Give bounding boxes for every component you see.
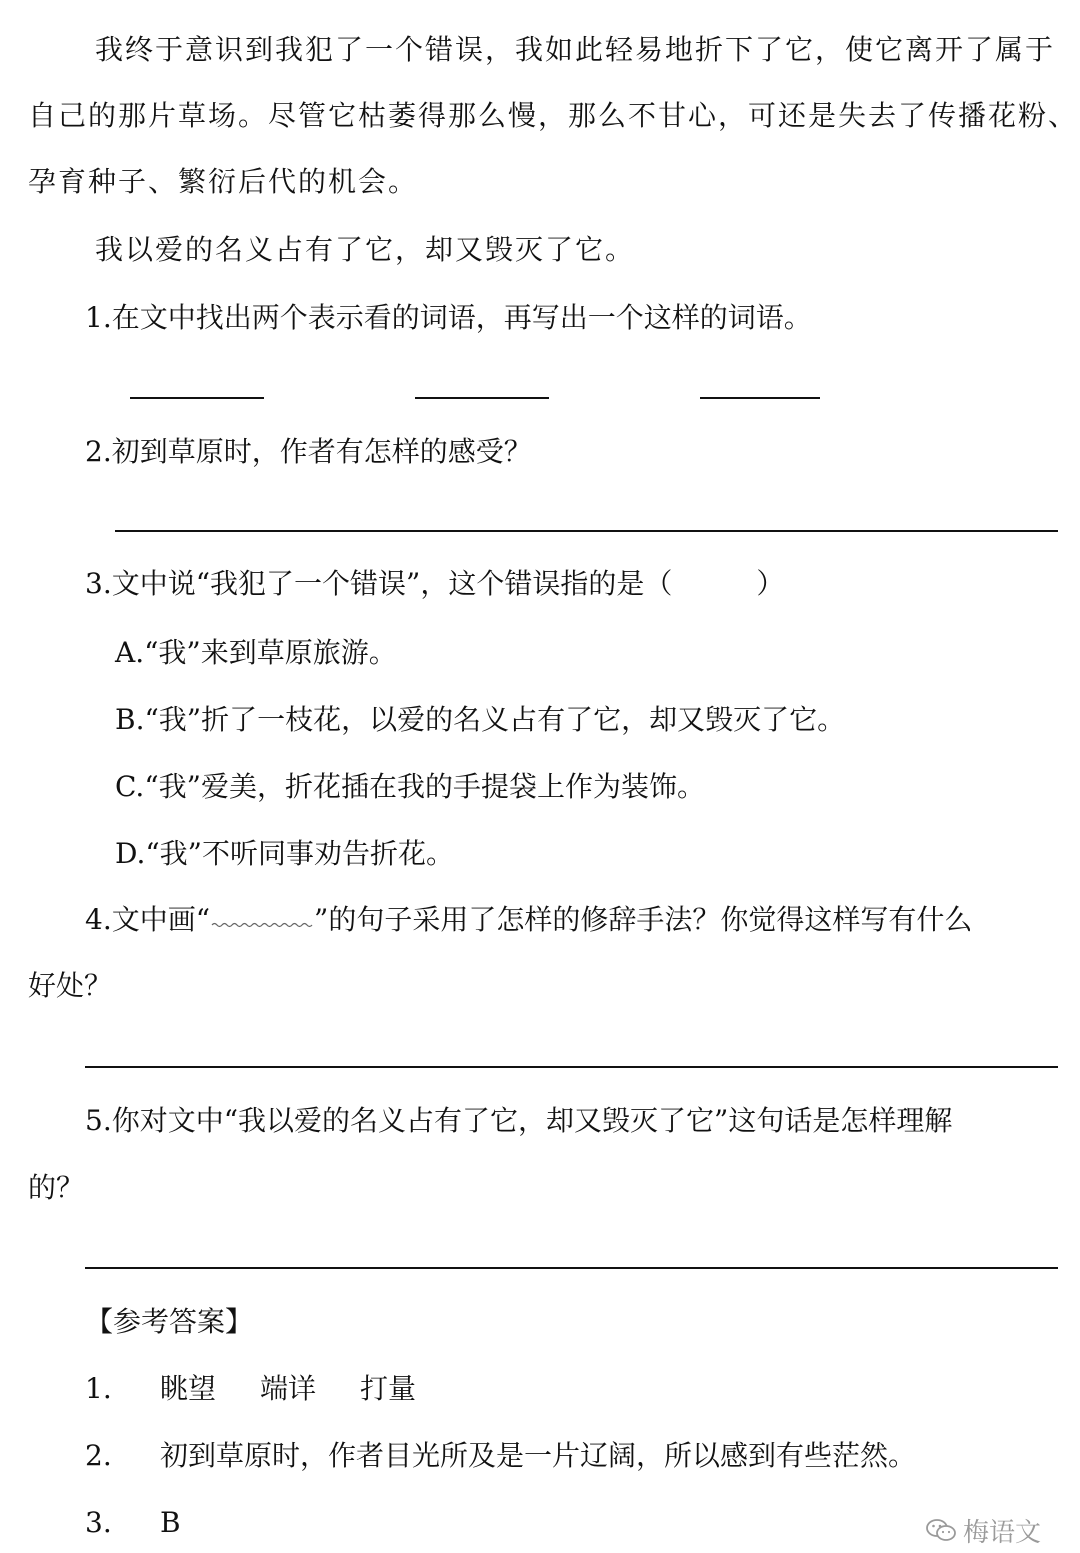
question-4-end: ”的句子采用了怎样的修辞手法？你觉得这样写有什么 (314, 903, 973, 936)
answer-line-q5[interactable] (85, 1267, 1058, 1269)
answer-1-word-3: 打量 (360, 1372, 417, 1405)
answer-blank-2[interactable] (415, 397, 549, 399)
watermark-text: 梅语文 (963, 1518, 1042, 1548)
answer-2 (85, 1438, 916, 1474)
answer-line-q2[interactable] (115, 530, 1058, 532)
answer-line-q4[interactable] (85, 1066, 1058, 1068)
answer-3-number: 3. (85, 1506, 112, 1539)
option-b: B.“我”折了一枝花，以爱的名义占有了它，却又毁灭了它。 (115, 703, 846, 736)
question-2: 2.初到草原时，作者有怎样的感受？ (85, 435, 532, 468)
option-c: C.“我”爱美，折花插在我的手提袋上作为装饰。 (115, 770, 705, 803)
question-1: 1.在文中找出两个表示看的词语，再写出一个这样的词语。 (85, 301, 812, 334)
passage-line-1: 我终于意识到我犯了一个错误，我如此轻易地折下了它，使它离开了属于 (95, 33, 1056, 66)
passage-line-3: 孕育种子、繁衍后代的机会。 (28, 165, 419, 198)
question-5: 5.你对文中“我以爱的名义占有了它，却又毁灭了它”这句话是怎样理解 (85, 1104, 953, 1137)
question-5-continued: 的？ (28, 1171, 85, 1204)
answer-blank-3[interactable] (700, 397, 820, 399)
passage-closing-sentence: 我以爱的名义占有了它，却又毁灭了它。 (95, 233, 636, 266)
answer-1-word-1: 眺望 (160, 1372, 217, 1405)
passage-line-2: 自己的那片草场。尽管它枯萎得那么慢，那么不甘心，可还是失去了传播花粉、 (28, 99, 1079, 132)
answer-3-text: B (160, 1506, 181, 1539)
answer-2-text: 初到草原时，作者目光所及是一片辽阔，所以感到有些茫然。 (160, 1439, 917, 1472)
question-4-continued: 好处？ (28, 969, 113, 1002)
answer-blank-1[interactable] (130, 397, 264, 399)
answer-2-number: 2. (85, 1439, 112, 1472)
question-4-start: 4.文中画“ (85, 903, 211, 936)
question-3: 3.文中说“我犯了一个错误”，这个错误指的是（ ） (85, 567, 785, 600)
option-a: A.“我”来到草原旅游。 (115, 636, 397, 669)
answer-1-word-2: 端详 (260, 1372, 317, 1405)
option-d: D.“我”不听同事劝告折花。 (115, 837, 454, 870)
answer-1 (85, 1371, 460, 1407)
wavy-underline-mark (210, 911, 314, 929)
question-4 (85, 902, 972, 938)
wechat-icon (925, 1518, 957, 1544)
answers-heading: 【参考答案】 (85, 1305, 254, 1338)
answer-1-number: 1. (85, 1372, 112, 1405)
watermark (925, 1512, 1041, 1549)
answer-3 (85, 1505, 181, 1541)
